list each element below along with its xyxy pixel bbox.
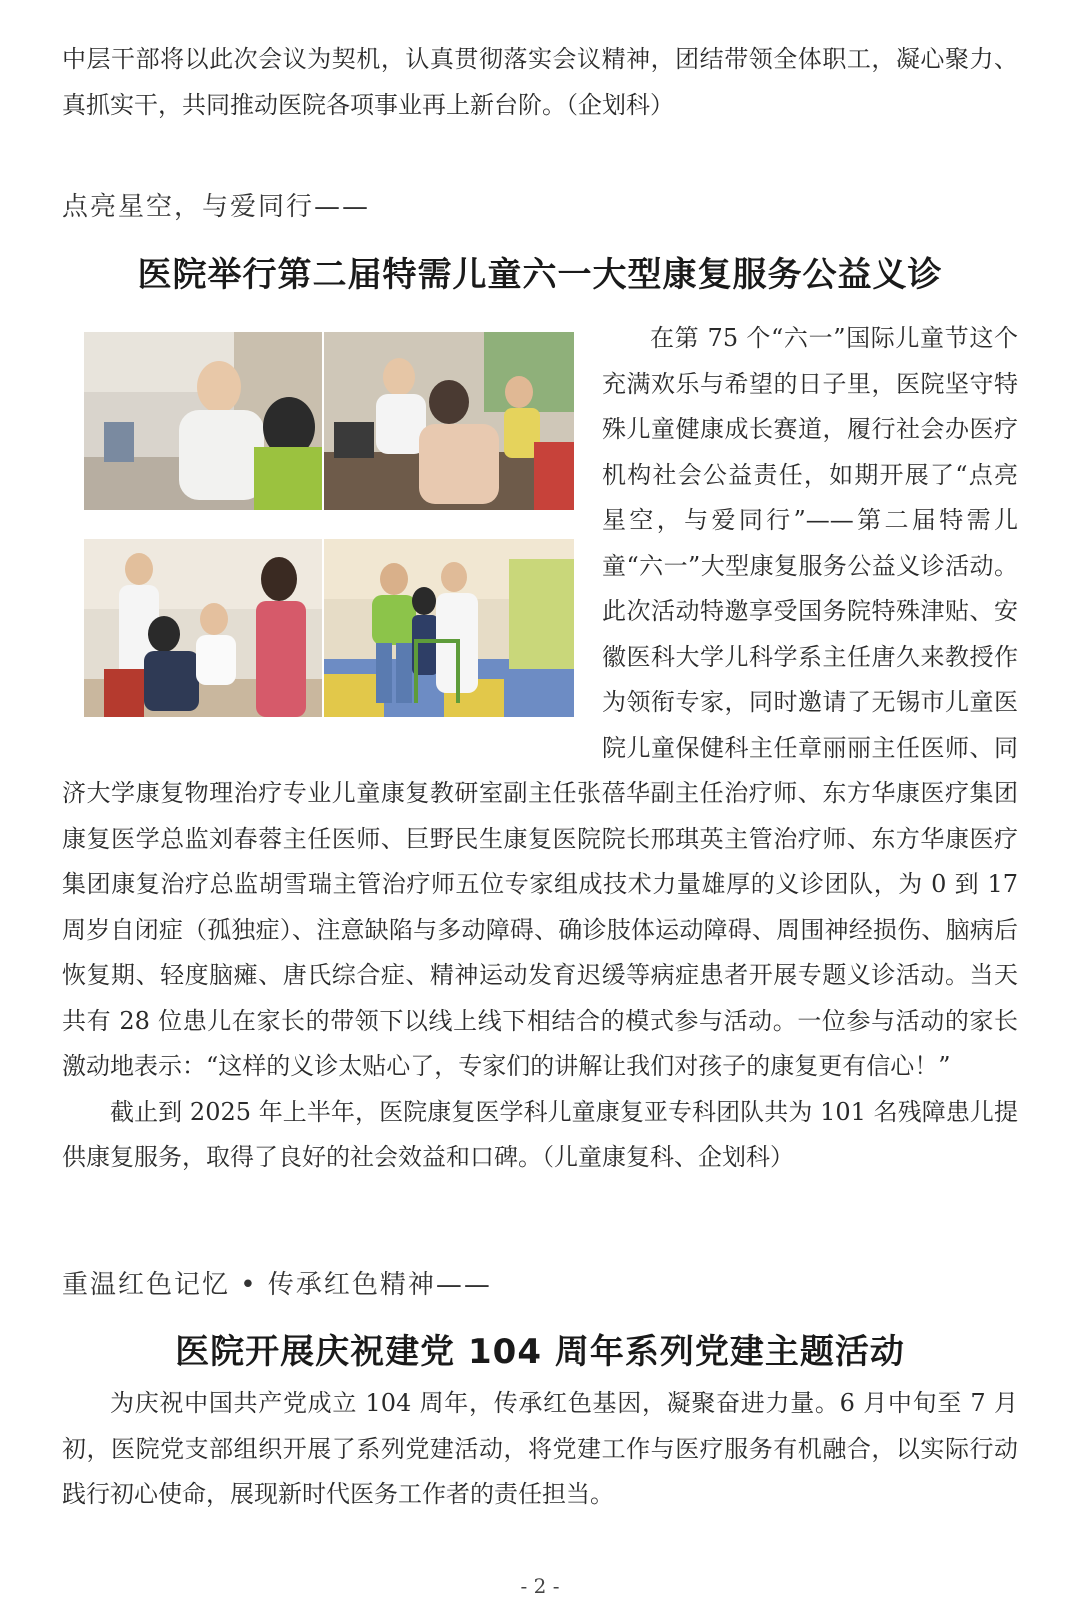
photo-walking-therapy [324, 539, 574, 717]
article1-body [62, 316, 1018, 1181]
page-number: - 2 - [520, 1574, 560, 1598]
photo-collage [84, 332, 574, 737]
article2-paragraph-1: 为庆祝中国共产党成立 104 周年，传承红色基因，凝聚奋进力量。6 月中旬至 7 月初，医院党支部组织开展了系列党建活动，将党建工作与医疗服务有机融合，以实际行动践行初心使命，展现新时代医务工作者的责任担当。 [62, 1389, 1018, 1508]
article2-kicker: 重温红色记忆 • 传承红色精神—— [62, 1270, 492, 1300]
article2-title: 医院开展庆祝建党 104 周年系列党建主题活动 [175, 1332, 905, 1372]
article1-paragraph-1: 在第 75 个“六一”国际儿童节这个充满欢乐与希望的日子里，医院坚守特殊儿童健康成长赛道，履行社会办医疗机构社会公益责任，如期开展了“点亮星空，与爱同行”——第二届特需儿童“六一”大型康复服务公益义诊活动。此次活动特邀享受国务院特殊津贴、安徽医科大学儿科学系主任唐久来教授作为领衔专家，同时邀请了无锡市儿童医院儿童保健科主任章丽丽主任医师、同济大学康复物理治疗专业儿童康复教研室副主任张蓓华副主任治疗师、东方华康医疗集团康复医学总监刘春蓉主任医师、巨野民生康复医院院长邢琪英主管治疗师、东方华康医疗集团康复治疗总监胡雪瑞主管治疗师五位专家组成技术力量雄厚的义诊团队，为 0 到 17 周岁自闭症（孤独症）、注意缺陷与多动障碍、确诊肢体运动障碍、周围神经损伤、脑病后恢复期、轻度脑瘫、唐氏综合症、精神运动发育迟缓等病症患者开展专题义诊活动。当天共有 28 位患儿在家长的带领下以线上线下相结合的模式参与活动。一位参与活动的家长激动地表示：“这样的义诊太贴心了，专家们的讲解让我们对孩子的康复更有信心！” [62, 324, 1018, 1080]
photo-doctor-consultation [84, 332, 322, 510]
intro-paragraph: 中层干部将以此次会议为契机，认真贯彻落实会议精神，团结带领全体职工，凝心聚力、真抓实干，共同推动医院各项事业再上新台阶。（企划科） [62, 45, 1018, 119]
article1-paragraph-2: 截止到 2025 年上半年，医院康复医学科儿童康复亚专科团队共为 101 名残障患儿提供康复服务，取得了良好的社会效益和口碑。（儿童康复科、企划科） [62, 1097, 1018, 1171]
article1-kicker: 点亮星空，与爱同行—— [62, 192, 371, 222]
article1-title: 医院举行第二届特需儿童六一大型康复服务公益义诊 [137, 255, 943, 295]
article2-body [62, 1381, 1018, 1518]
photo-family-consultation [324, 332, 574, 510]
photo-group-assessment [84, 539, 322, 717]
